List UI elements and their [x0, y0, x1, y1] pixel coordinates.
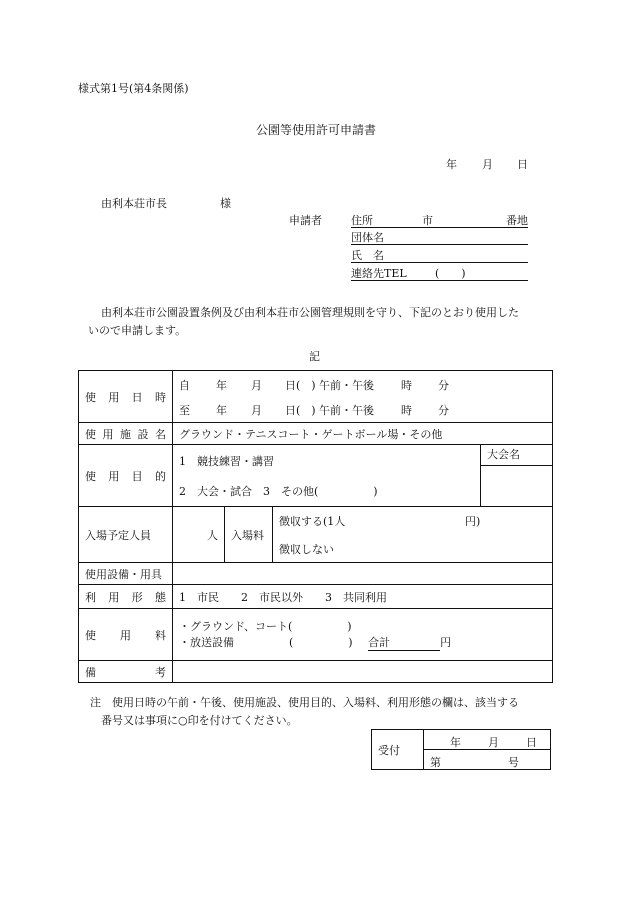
fee-label: 使 用 料	[79, 609, 173, 661]
admission-label: 入場料	[225, 507, 273, 563]
usage-date-label: 使 用 日 時	[79, 371, 173, 423]
attendance-label: 入場予定人員	[79, 507, 173, 563]
remarks-row	[79, 661, 553, 683]
receipt-date[interactable]	[424, 730, 551, 750]
address-line	[351, 212, 528, 228]
to-hour: 時	[401, 404, 412, 418]
date-from-row	[79, 371, 553, 397]
group-line	[351, 229, 528, 245]
from-year: 年	[216, 378, 227, 392]
admission-cell[interactable]	[273, 507, 553, 563]
collect-yen: 円)	[465, 514, 481, 528]
remarks-value[interactable]	[173, 661, 553, 683]
receipt-year: 年	[450, 735, 461, 749]
fee-total: 合計	[368, 634, 440, 651]
to-prefix: 至	[179, 404, 190, 418]
usage-form-value[interactable]: 1 市民 2 市民以外 3 共同利用	[173, 585, 553, 609]
equipment-row	[79, 563, 553, 585]
purpose-cell[interactable]	[173, 445, 481, 507]
group-label: 団体名	[351, 231, 384, 244]
fee-yen: 円	[440, 636, 452, 649]
from-month: 月	[251, 378, 262, 392]
purpose-label: 使 用 目 的	[79, 445, 173, 507]
purpose-line2: 2 大会・試合 3 その他( )	[179, 484, 378, 498]
receipt-label: 受付	[372, 730, 424, 770]
city-label: 市	[422, 214, 433, 227]
receipt-dai: 第	[430, 755, 441, 769]
collect-yes: 徴収する(1人	[279, 514, 346, 528]
fee-line2	[179, 634, 546, 651]
body-text-line2: いので申請します。	[88, 324, 187, 337]
ki-heading: 記	[309, 350, 320, 363]
note-line1: 注 使用日時の午前・午後、使用施設、使用目的、入場料、利用形態の欄は、該当する	[90, 696, 519, 709]
date-from-cell[interactable]	[173, 371, 553, 397]
receipt-day: 日	[526, 735, 537, 749]
form-number: 様式第1号(第4条関係)	[78, 82, 189, 95]
receipt-month: 月	[488, 735, 499, 749]
facility-row	[79, 423, 553, 445]
date-year: 年	[446, 158, 457, 171]
usage-form-label: 利 用 形 態	[79, 585, 173, 609]
facility-label: 使 用 施 設 名	[79, 423, 173, 445]
fee-row	[79, 609, 553, 661]
fee-line1: ・グラウンド、コート( )	[179, 620, 352, 633]
usage-form-row	[79, 585, 553, 609]
to-year: 年	[216, 404, 227, 418]
block-label: 番地	[506, 214, 528, 227]
collect-no: 徴収しない	[279, 542, 334, 556]
date-day: 日	[517, 158, 528, 171]
remarks-label: 備 考	[79, 661, 173, 683]
facility-value[interactable]: グラウンド・テニスコート・ゲートボール場・その他	[173, 423, 553, 445]
addressee-name: 由利本荘市長	[101, 197, 167, 210]
equipment-label: 使用設備・用具	[79, 563, 173, 585]
name-line	[351, 247, 528, 263]
receipt-number[interactable]	[424, 750, 551, 770]
phone-label: 連絡先TEL	[351, 267, 407, 280]
to-ampm: 午前・午後	[319, 404, 374, 418]
attendance-row	[79, 507, 553, 563]
from-minute: 分	[438, 378, 449, 392]
tournament-label: 大会名	[481, 445, 552, 466]
fee-cell[interactable]	[173, 609, 553, 661]
from-ampm: 午前・午後	[319, 378, 374, 392]
note-line2: 番号又は事項に○印を付けてください。	[101, 714, 298, 727]
name-label: 氏 名	[351, 249, 384, 262]
phone-paren: ( )	[435, 267, 466, 280]
to-month: 月	[251, 404, 262, 418]
purpose-line1: 1 競技練習・講習	[179, 454, 274, 468]
to-day: 日( )	[285, 404, 316, 418]
application-table	[78, 370, 553, 683]
applicant-label: 申請者	[289, 214, 322, 227]
from-hour: 時	[401, 378, 412, 392]
phone-line	[351, 265, 528, 281]
equipment-value[interactable]	[173, 563, 553, 585]
date-month: 月	[482, 158, 493, 171]
fee-line2-head: ・放送設備 ( )	[179, 636, 353, 649]
from-prefix: 自	[179, 378, 190, 392]
receipt-box	[371, 729, 551, 770]
date-to-cell[interactable]	[173, 397, 553, 423]
address-label: 住所	[351, 214, 373, 227]
page-title: 公園等使用許可申請書	[256, 123, 377, 137]
addressee-honorific: 様	[220, 197, 231, 210]
purpose-row	[79, 445, 553, 507]
attendance-persons[interactable]: 人	[173, 507, 225, 563]
to-minute: 分	[438, 404, 449, 418]
tournament-cell[interactable]	[481, 445, 553, 507]
receipt-go: 号	[508, 755, 519, 769]
body-text-line1: 由利本荘市公園設置条例及び由利本荘市公園管理規則を守り、下記のとおり使用した	[101, 306, 519, 319]
from-day: 日( )	[285, 378, 316, 392]
